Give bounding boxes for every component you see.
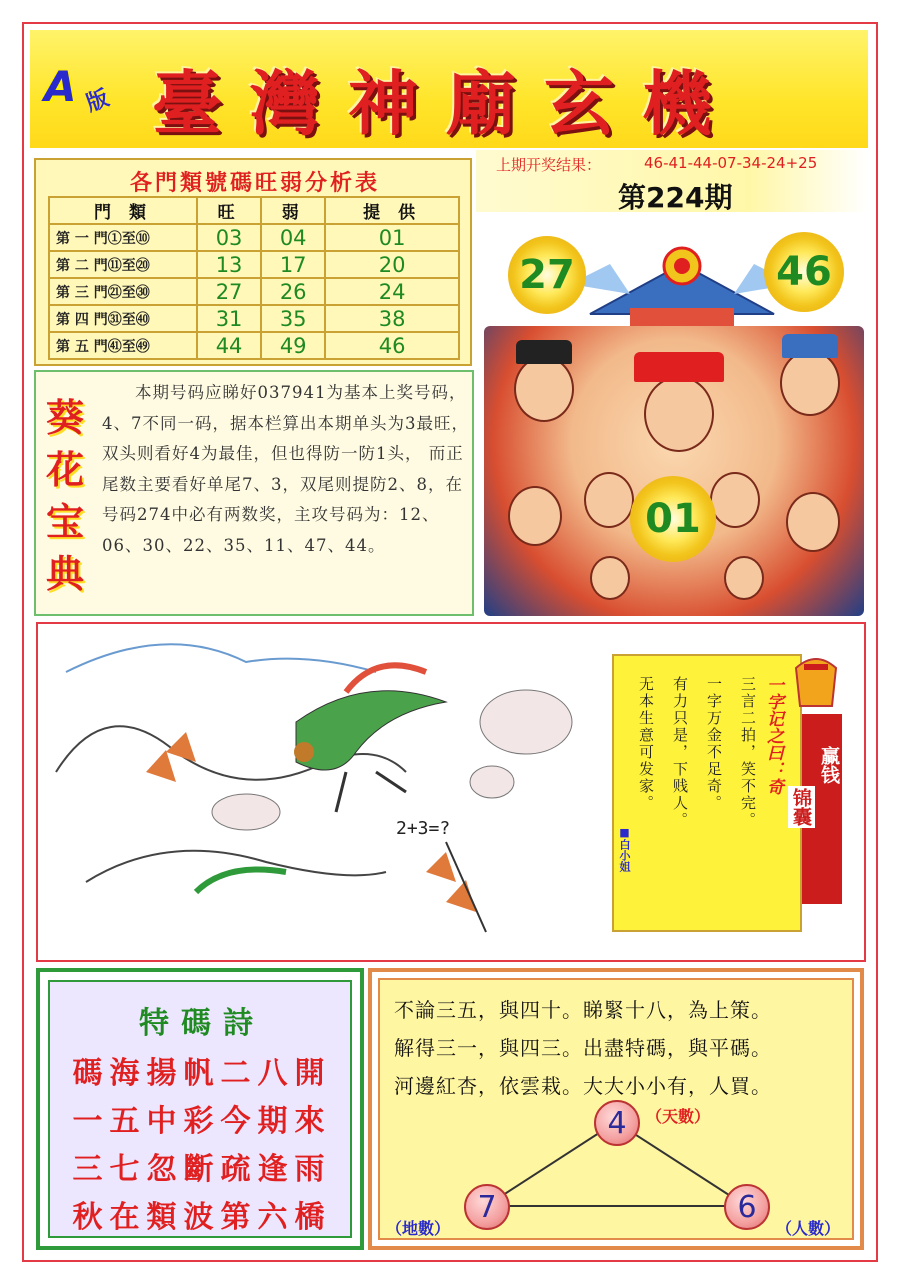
result-numbers: 46-41-44-07-34-24+25 [644, 154, 818, 172]
table-row [49, 224, 459, 251]
table-row [49, 251, 459, 278]
god-hat [516, 340, 572, 364]
header-cell: 提 供 [325, 197, 459, 224]
pouch-label-bag: 锦囊 [788, 786, 815, 828]
god-face [710, 472, 760, 528]
node-heaven: 4 [594, 1100, 640, 1146]
riddle-math: 2+3=? [396, 818, 451, 839]
scroll-signature: ■白小姐 [618, 826, 631, 872]
lucky-ball-center [630, 476, 716, 562]
triangle-inner [378, 978, 854, 1240]
scroll-line: 三言二拍，笑不完。 [739, 676, 757, 829]
badge-letter: A [44, 62, 77, 111]
side-char: 宝 [45, 499, 84, 544]
badge-text: 版 [83, 85, 113, 117]
god-face [584, 472, 634, 528]
tigong-cell: 38 [325, 305, 459, 332]
scroll-line: 无本生意可发家。 [637, 676, 655, 812]
node-heaven-label: （天數） [646, 1107, 711, 1126]
page-title: 臺灣神廟玄機 [152, 62, 740, 145]
table-header-row [49, 197, 459, 224]
eagle-landscape-image [46, 632, 596, 952]
verse-line: 不論三五，與四十。睇緊十八，為上策。 [394, 998, 772, 1022]
analysis-title: 各門類號碼旺弱分析表 [129, 171, 380, 196]
ball-number: 46 [776, 249, 832, 295]
poem-title: 特碼詩 [139, 1006, 265, 1041]
poem-box [36, 968, 364, 1250]
child-face [724, 556, 764, 600]
wang-cell: 13 [197, 251, 261, 278]
wang-cell: 03 [197, 224, 261, 251]
scroll-head: 一字记之曰：奇 [763, 676, 783, 795]
scroll-line: 一字万金不足奇。 [705, 676, 723, 812]
lucky-ball-right [764, 232, 844, 312]
door-cell: 第 五 門㊶至㊾ [49, 332, 197, 359]
wang-cell: 31 [197, 305, 261, 332]
poem-line: 碼海揚帆二八開 [72, 1056, 332, 1091]
ball-number: 27 [519, 252, 575, 298]
god-face [514, 356, 574, 422]
table-row [49, 332, 459, 359]
node-human: 6 [724, 1184, 770, 1230]
triangle-box [368, 968, 864, 1250]
temple-illustration [478, 214, 870, 618]
issue-number: 第224期 [618, 181, 733, 214]
door-cell: 第 三 門㉑至㉚ [49, 278, 197, 305]
tigong-cell: 24 [325, 278, 459, 305]
god-face [786, 492, 840, 552]
pouch-label-win: 赢钱 [818, 746, 840, 784]
child-face [590, 556, 630, 600]
treasure-text: 本期号码应睇好037941为基本上奖号码，4、7不同一码，据本栏算出本期单头为3最旺，双头则看好4为最佳，但也得防一防1头， 而正尾数主要看好单尾7、3，双尾则提防2、8，在号码274中必有两数奖，主攻号码为：12、06、30、22、35、11、47、44。 [102, 383, 469, 555]
door-cell: 第 一 門①至⑩ [49, 224, 197, 251]
ruo-cell: 35 [261, 305, 325, 332]
wang-cell: 27 [197, 278, 261, 305]
analysis-table [48, 196, 460, 360]
tigong-cell: 46 [325, 332, 459, 359]
verse-line: 解得三一，與四三。出盡特碼，與平碼。 [394, 1036, 772, 1060]
edition-badge [40, 62, 132, 122]
poem-line: 一五中彩今期來 [72, 1104, 332, 1139]
scroll-line: 有力只是，下贱人。 [671, 676, 689, 829]
god-face [508, 486, 562, 546]
treasure-panel [34, 370, 474, 616]
ruo-cell: 04 [261, 224, 325, 251]
table-row [49, 278, 459, 305]
side-char: 典 [45, 551, 84, 596]
door-cell: 第 二 門⑪至⑳ [49, 251, 197, 278]
header-cell: 弱 [261, 197, 325, 224]
gods-image [484, 326, 864, 616]
tigong-cell: 20 [325, 251, 459, 278]
ruo-cell: 49 [261, 332, 325, 359]
door-cell: 第 四 門㉛至㊵ [49, 305, 197, 332]
verse-line: 河邊紅杏，依雲栽。大大小小有，人買。 [394, 1074, 772, 1098]
table-row [49, 305, 459, 332]
header-cell: 門 類 [49, 197, 197, 224]
node-human-label: （人數） [776, 1219, 841, 1238]
side-char: 花 [45, 447, 84, 492]
header-cell: 旺 [197, 197, 261, 224]
poem-line: 三七忽斷疏逢雨 [72, 1152, 332, 1187]
god-face [780, 350, 840, 416]
god-face [644, 376, 714, 452]
poem-inner [48, 980, 352, 1238]
lucky-pouch [786, 650, 846, 906]
god-hat [782, 334, 838, 358]
god-hat [634, 352, 724, 382]
node-earth-label: （地數） [386, 1219, 451, 1238]
result-label: 上期开奖结果： [496, 156, 602, 174]
wang-cell: 44 [197, 332, 261, 359]
pouch-icon [790, 650, 842, 710]
poem-line: 秋在類波第六橋 [72, 1200, 332, 1235]
treasure-side-title [38, 392, 92, 600]
ruo-cell: 17 [261, 251, 325, 278]
ruo-cell: 26 [261, 278, 325, 305]
side-char: 葵 [45, 395, 84, 440]
analysis-panel [34, 158, 472, 366]
node-earth: 7 [464, 1184, 510, 1230]
tigong-cell: 01 [325, 224, 459, 251]
lucky-ball-left [508, 236, 586, 314]
ball-number: 01 [645, 496, 701, 542]
